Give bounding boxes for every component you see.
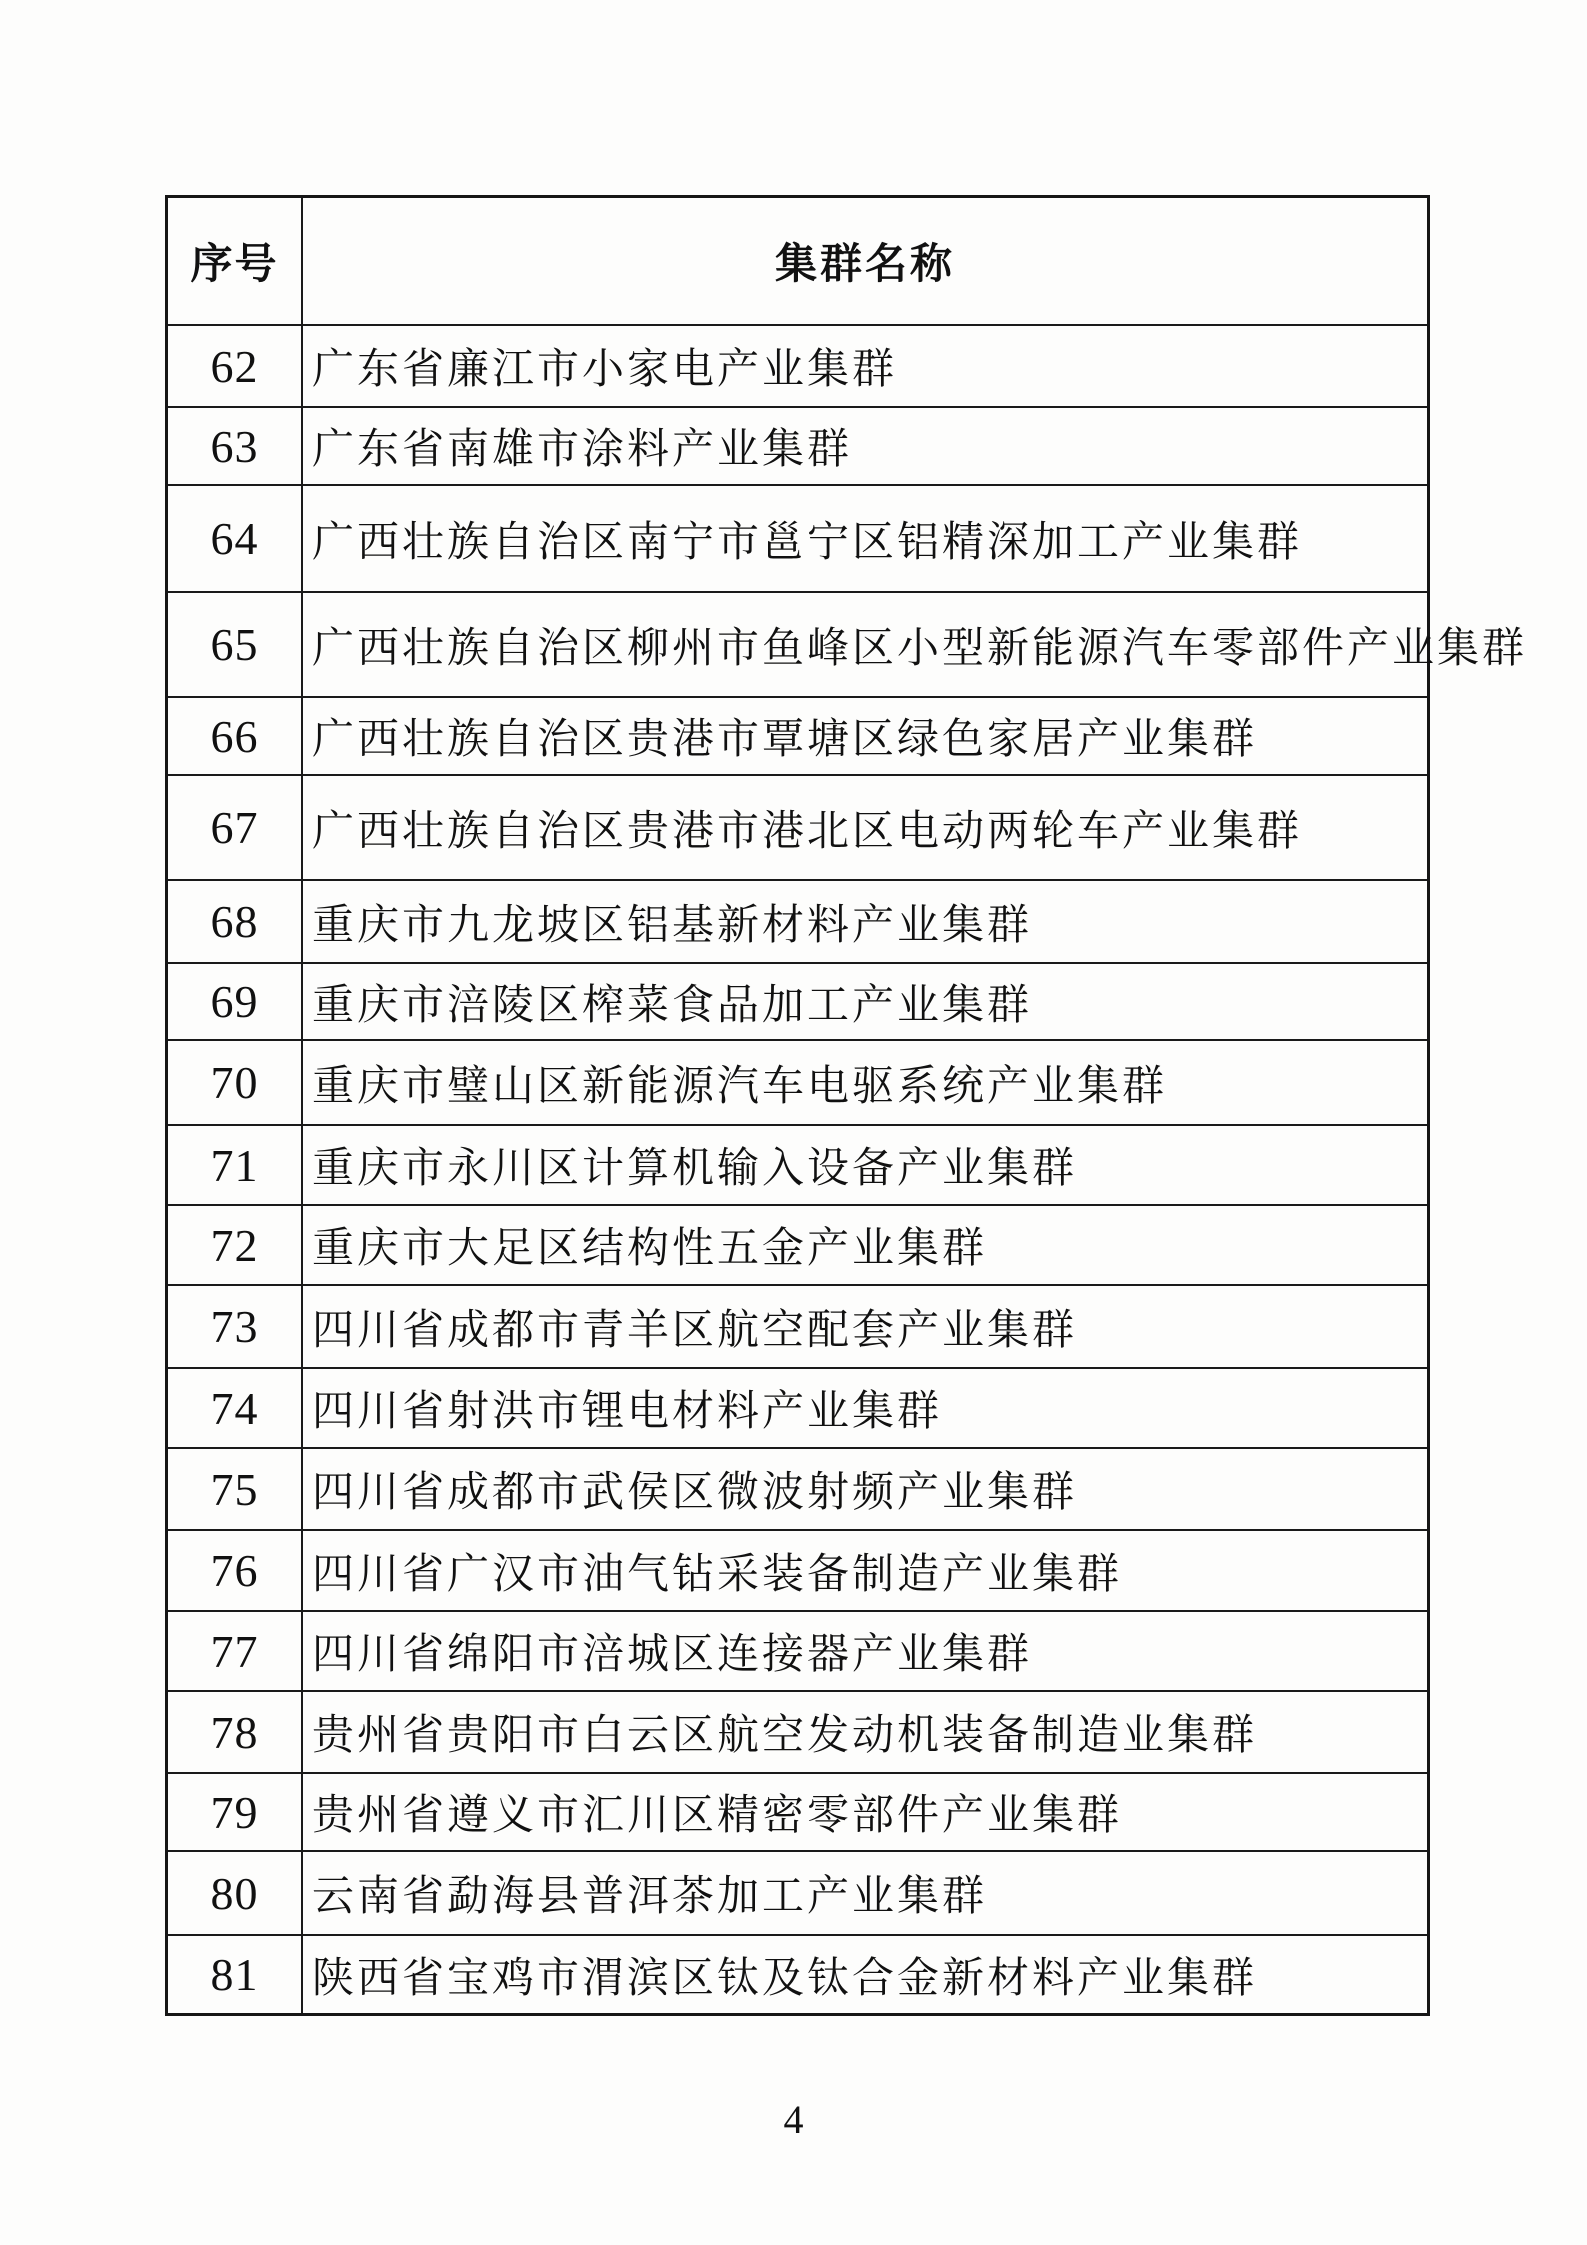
row-index-cell: 63 <box>168 408 303 484</box>
row-index-cell: 80 <box>168 1852 303 1934</box>
row-index-cell: 73 <box>168 1286 303 1367</box>
row-cluster-name-cell: 四川省广汉市油气钻采装备制造产业集群 <box>312 1551 1123 1598</box>
table-row <box>168 1286 1427 1369</box>
row-cluster-name-cell: 四川省绵阳市涪城区连接器产业集群 <box>312 1632 1033 1678</box>
table-row <box>168 326 1427 408</box>
table-row <box>168 1449 1427 1531</box>
table-row <box>168 408 1427 486</box>
table-row <box>168 1936 1427 2013</box>
row-cluster-name-cell: 广西壮族自治区贵港市港北区电动两轮车产业集群 <box>312 808 1303 855</box>
row-index-cell: 76 <box>168 1531 303 1610</box>
table-row <box>168 698 1427 776</box>
table-row <box>168 1692 1427 1774</box>
table-row <box>168 1369 1427 1449</box>
row-cluster-name-cell: 陕西省宝鸡市渭滨区钛及钛合金新材料产业集群 <box>312 1955 1258 2002</box>
row-index-cell: 70 <box>168 1041 303 1124</box>
row-cluster-name-cell: 重庆市涪陵区榨菜食品加工产业集群 <box>312 982 1033 1029</box>
row-cluster-name-cell: 重庆市永川区计算机输入设备产业集群 <box>312 1146 1078 1192</box>
table-row <box>168 1206 1427 1286</box>
row-index-cell: 79 <box>168 1774 303 1850</box>
table-row <box>168 1126 1427 1206</box>
row-cluster-name-cell: 重庆市璧山区新能源汽车电驱系统产业集群 <box>312 1063 1168 1110</box>
row-cluster-name-cell: 广西壮族自治区南宁市邕宁区铝精深加工产业集群 <box>312 519 1303 566</box>
row-index-cell: 62 <box>168 326 303 406</box>
page-number: 4 <box>783 2097 804 2142</box>
header-index: 序号 <box>168 198 303 324</box>
row-cluster-name-cell: 四川省成都市武侯区微波射频产业集群 <box>312 1470 1078 1516</box>
row-index-cell: 72 <box>168 1206 303 1284</box>
header-cluster-name: 集群名称 <box>774 242 955 288</box>
table-row <box>168 1041 1427 1126</box>
row-cluster-name-cell: 重庆市九龙坡区铝基新材料产业集群 <box>312 902 1033 949</box>
row-index-cell: 75 <box>168 1449 303 1529</box>
table-row <box>168 1774 1427 1852</box>
row-index-cell: 67 <box>168 776 303 879</box>
row-index-cell: 71 <box>168 1126 303 1204</box>
table-row <box>168 1852 1427 1936</box>
row-index-cell: 81 <box>168 1936 303 2013</box>
row-index-cell: 65 <box>168 593 303 696</box>
row-index-cell: 68 <box>168 881 303 962</box>
table-row <box>168 486 1427 593</box>
row-cluster-name-cell: 广东省廉江市小家电产业集群 <box>312 347 898 393</box>
row-cluster-name-cell: 重庆市大足区结构性五金产业集群 <box>312 1226 988 1272</box>
table-row <box>168 593 1528 698</box>
table-row <box>168 1612 1427 1692</box>
row-index-cell: 74 <box>168 1369 303 1447</box>
row-cluster-name-cell: 广西壮族自治区柳州市鱼峰区小型新能源汽车零部件产业集群 <box>312 625 1528 672</box>
row-index-cell: 77 <box>168 1612 303 1690</box>
row-index-cell: 78 <box>168 1692 303 1772</box>
row-cluster-name-cell: 四川省成都市青羊区航空配套产业集群 <box>312 1307 1078 1354</box>
row-cluster-name-cell: 广西壮族自治区贵港市覃塘区绿色家居产业集群 <box>312 717 1258 763</box>
table-row <box>168 881 1427 964</box>
cluster-table <box>165 195 1528 2016</box>
row-cluster-name-cell: 贵州省贵阳市白云区航空发动机装备制造业集群 <box>312 1713 1258 1759</box>
table-header-row <box>168 198 1427 326</box>
row-index-cell: 66 <box>168 698 303 774</box>
table-row <box>168 776 1427 881</box>
table-body <box>168 326 1528 2013</box>
row-cluster-name-cell: 四川省射洪市锂电材料产业集群 <box>312 1389 943 1435</box>
row-cluster-name-cell: 贵州省遵义市汇川区精密零部件产业集群 <box>312 1793 1123 1839</box>
row-index-cell: 64 <box>168 486 303 591</box>
table-row <box>168 964 1427 1041</box>
row-cluster-name-cell: 云南省勐海县普洱茶加工产业集群 <box>312 1874 988 1920</box>
table-row <box>168 1531 1427 1612</box>
row-index-cell: 69 <box>168 964 303 1039</box>
row-cluster-name-cell: 广东省南雄市涂料产业集群 <box>312 427 853 473</box>
